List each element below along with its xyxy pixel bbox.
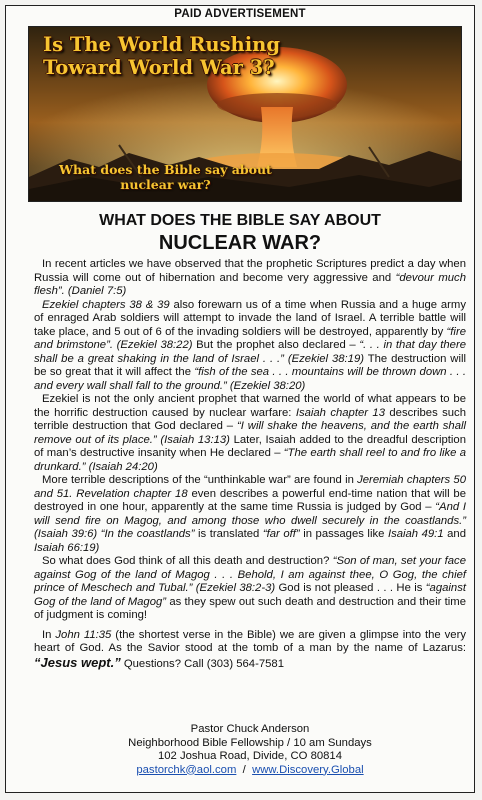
advertisement: [5, 5, 475, 793]
text-span: So what does God think of all this death and destruction?: [42, 555, 333, 567]
text-span: Questions? Call (303) 564-7581: [120, 657, 284, 670]
paragraph-3: [34, 393, 466, 474]
paragraph-2: [34, 299, 466, 394]
text-span: God is not pleased . . . He is: [275, 582, 426, 594]
scripture-ref: Isaiah 49:1: [387, 528, 444, 540]
paragraph-1: [34, 258, 466, 299]
link-separator: /: [236, 763, 253, 776]
text-span: as they spew out such death and destruction and their time of judgment is coming!: [34, 595, 466, 621]
pastor-name: Pastor Chuck Anderson: [190, 723, 310, 735]
banner-subtitle: [59, 162, 272, 192]
paid-advertisement-label: PAID ADVERTISEMENT: [174, 8, 306, 20]
article-body: [34, 258, 466, 671]
scripture-quote: “I will shake the heavens, and the earth shall remove out of its place.” (Isaiah 13:13): [34, 420, 467, 446]
text-span: even describes a powerful end-time nation that will be destroyed in one hour, apparently at the same time Russia is judged by God –: [34, 487, 466, 513]
scripture-ref: Jeremiah chapters 50 and 51.: [34, 474, 466, 500]
scripture-ref: Revelation chapter 18: [76, 487, 188, 500]
headline-line1: WHAT DOES THE BIBLE SAY ABOUT: [99, 212, 381, 229]
scripture-ref: Ezekiel chapters 38 & 39: [42, 298, 170, 311]
headline-line2: NUCLEAR WAR?: [158, 232, 322, 254]
church-info: Neighborhood Bible Fellowship / 10 am Sundays: [128, 736, 372, 749]
scripture-quote: “And I will send fire on Magog, and among those who dwell securely in the coastlands.” (Isaiah 39:6) “In the coastlands”: [34, 501, 467, 540]
scripture-ref: Isaiah chapter 13: [295, 406, 385, 419]
banner-title-line1: Is The World Rushing: [43, 33, 280, 56]
church-address: 102 Joshua Road, Divide, CO 80814: [157, 750, 342, 762]
scripture-quote: “fire and brimstone”. (Ezekiel 38:22): [34, 325, 466, 351]
banner-subtitle-line2: nuclear war?: [120, 177, 211, 192]
text-span: In: [42, 628, 56, 641]
banner-title: [43, 33, 280, 79]
email-link[interactable]: pastorchk@aol.com: [136, 763, 237, 776]
scripture-ref: Isaiah 66:19): [34, 541, 100, 554]
scripture-quote: “Jesus wept.”: [34, 654, 121, 670]
text-span: (the shortest verse in the Bible) we are given a glimpse into the very heart of God. As the Savior stood at the tomb of a man by the name of Lazarus:: [34, 628, 466, 654]
text-span: But the prophet also declared –: [192, 339, 360, 351]
text-span: In recent articles we have observed that the prophetic Scriptures predict a day when Russia will come out of hibernation and become very aggressive and: [34, 258, 466, 284]
contact-links: [34, 764, 466, 778]
text-span: Ezekiel is not the only ancient prophet that warned the world of what appears to be the horrific destruction caused by nuclear warfare:: [34, 393, 466, 419]
text-span: and: [443, 528, 466, 540]
text-span: also forewarn us of a time when Russia and a huge army of enraged Arab soldiers will attempt to invade the land of Israel. A terrible battle will take place, and 5 out of 6 of the invading soldiers will be destroyed, apparently by: [34, 298, 466, 338]
contact-footer: [34, 723, 466, 777]
scripture-quote: “against Gog of the land of Magog”: [34, 582, 466, 608]
scripture-quote: “Son of man, set your face against Gog of the land of Magog . . . Behold, I am against thee, O Gog, the chief prince of Meschech and Tubal.” (Ezekiel 38:2-3): [34, 555, 466, 594]
paragraph-4: [34, 474, 466, 555]
paragraph-5: [34, 555, 466, 623]
text-span: is translated: [194, 528, 263, 540]
text-span: The destruction will be so great that it will affect the: [34, 352, 466, 378]
banner-title-line2: Toward World War 3?: [43, 56, 275, 79]
text-span: in passages like: [299, 528, 388, 540]
banner-subtitle-line1: What does the Bible say about: [59, 162, 272, 177]
scripture-quote: “. . . in that day there shall be a great shaking in the land of Israel . . .” (Ezekiel 38:19): [34, 339, 466, 365]
website-link[interactable]: www.Discovery.Global: [252, 763, 364, 776]
scripture-quote: “devour much flesh”. (Daniel 7:5): [34, 271, 466, 297]
text-span: Later, Isaiah added to the dreadful description of man’s destructive insanity when He declared –: [34, 433, 466, 459]
banner-image: [28, 26, 462, 202]
scripture-quote: “fish of the sea . . . mountains will be thrown down . . . and every wall shall fall to the ground.” (Ezekiel 38:20): [34, 366, 466, 392]
scripture-quote: “far off”: [262, 528, 300, 540]
text-span: describes such terrible destruction that God declared –: [34, 406, 466, 432]
scripture-ref: John 11:35: [55, 628, 112, 641]
text-span: More terrible descriptions of the “unthinkable war” are found in: [42, 474, 358, 486]
scripture-quote: “The earth shall reel to and fro like a drunkard.” (Isaiah 24:20): [34, 447, 466, 473]
paragraph-6: [34, 629, 466, 672]
